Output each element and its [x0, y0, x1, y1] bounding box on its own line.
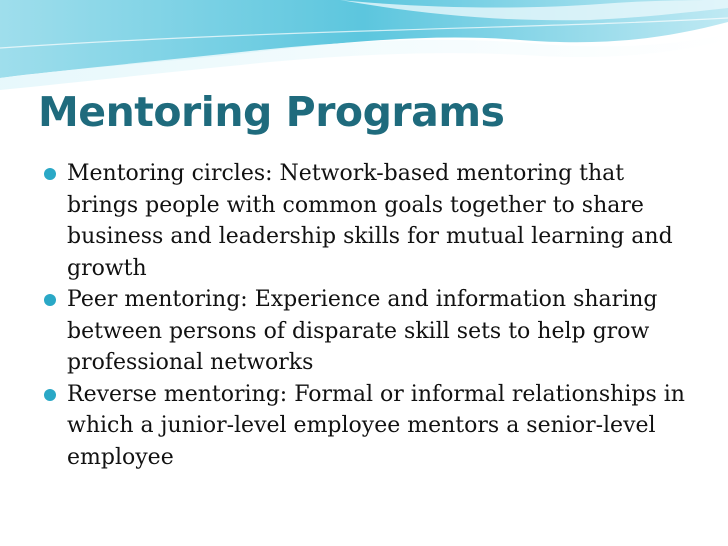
bullet-item-peer-mentoring — [44, 284, 694, 379]
bullet-dot-icon — [44, 294, 56, 306]
bullet-dot-icon — [44, 389, 56, 401]
slide-title: Mentoring Programs — [38, 88, 505, 136]
bullet-text: Peer mentoring: Experience and information sharing between persons of disparate skill sets to help grow professional networks — [67, 287, 658, 375]
bullet-list — [44, 158, 694, 473]
bullet-text: Reverse mentoring: Formal or informal relationships in which a junior-level employee mentors a senior-level employee — [67, 381, 685, 470]
bullet-text: Mentoring circles: Network-based mentoring that brings people with common goals together to share business and leadership skills for mutual learning and growth — [67, 161, 673, 281]
header-wave-decoration — [0, 0, 728, 100]
bullet-item-mentoring-circles — [44, 158, 694, 284]
bullet-item-reverse-mentoring — [44, 379, 694, 474]
bullet-dot-icon — [44, 168, 56, 180]
